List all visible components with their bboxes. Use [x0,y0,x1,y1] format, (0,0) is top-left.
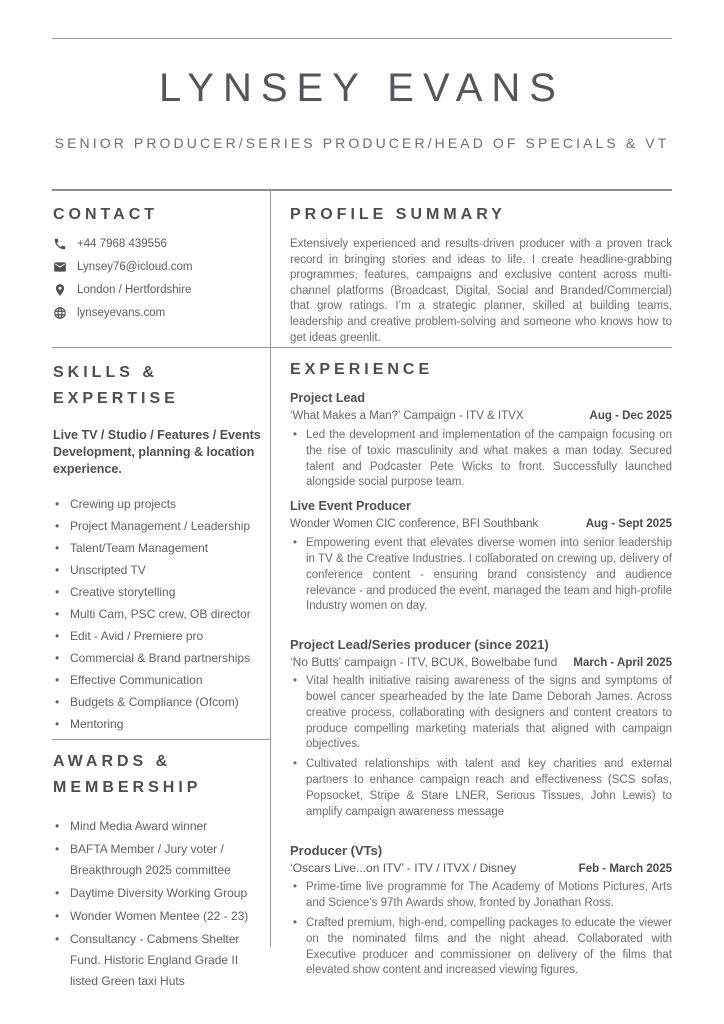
job-bullets [290,880,672,979]
phone-number: +44 7968 439556 [77,238,167,250]
email-address: Lynsey76@icloud.com [77,261,193,273]
list-item: • Crafted premium, high-end, compelling packages to educate the viewer on the nominated films and the night ahead. Collaborated with Executive producer and commissioner on delivery of the films that elevated show content and increased viewing figures. [290,916,672,979]
phone-icon [53,237,67,251]
list-item: • Prime-time live programme for The Academy of Motions Pictures, Arts and Science’s 97th Awards show, fronted by Jonathan Ross. [290,880,672,912]
list-item: • Talent/Team Management [53,537,263,559]
contact-website-row [53,306,263,320]
contact-heading: CONTACT [53,206,159,223]
profile-summary-section [290,202,672,346]
list-item: • Project Management / Leadership [53,515,263,537]
job-org: Wonder Women CIC conference, BFI Southbank [290,518,539,531]
job-dates: Aug - Sept 2025 [585,518,672,531]
profile-text: Extensively experienced and results-driven producer with a proven track record in bringing stories and ideas to life. I create headline-grabbing programmes, features, campaigns and exclusive content across multi-channel platforms (Broadcast, Digital, Social and Branded/Commercial) that grow ratings. I’m a strategic planner, skilled at building teams, leadership and creative problem-solving and someone who knows how to get ideas greenlit. [290,238,672,344]
awards-section [53,749,265,994]
job-org: ‘What Makes a Man?’ Campaign - ITV & ITVX [290,410,524,422]
job-bullets [290,674,672,820]
awards-heading: AWARDS & MEMBERSHIP [53,753,202,796]
contact-list [53,237,263,320]
job-bullets [290,428,672,491]
job-dates: Aug - Dec 2025 [589,410,672,422]
job-role: Project Lead [290,391,366,405]
list-item: • Multi Cam, PSC crew, OB director [53,603,263,625]
job-role: Project Lead/Series producer (since 2021) [290,637,549,653]
list-item: • Empowering event that elevates diverse women into senior leadership in TV & the Creative Industries. I collaborated on crewing up, delivery of conference content - ensuring brand consistency and audience relevance - and produced the event, managed the team and high-profile Industry women on day. [290,536,672,615]
job-org-line [290,654,672,670]
page-title: LYNSEY EVANS [159,66,565,110]
contact-email-row [53,260,263,274]
experience-entry [290,390,672,491]
profile-heading: PROFILE SUMMARY [290,206,506,223]
globe-icon [53,306,67,320]
list-item: • Vital health initiative raising awareness of the signs and symptoms of bowel cancer spearheaded by the late Dame Deborah James. Across creative process, collaborating with designers and content creators to produce compelling marketing materials that aligned with campaign objectives. [290,674,672,753]
job-role: Producer (VTs) [290,843,383,859]
list-item: • Mentoring [53,713,263,735]
list-item: • Commercial & Brand partnerships [53,647,263,669]
awards-list [53,816,265,992]
job-org: ‘No Butts’ campaign - ITV, BCUK, Bowelbabe fund [290,655,558,670]
list-item: • Crewing up projects [53,493,263,515]
skills-intro: Live TV / Studio / Features / Events Development, planning & location experience. [53,428,261,476]
list-item: • BAFTA Member / Jury voter / Breakthrough 2025 committee [53,839,265,881]
list-item: • Consultancy - Cabmens Shelter Fund. Historic England Grade II listed Green taxi Huts [53,929,265,992]
contact-location-row [53,283,263,297]
contact-phone-row [53,237,263,251]
job-dates: Feb - March 2025 [578,863,672,876]
job-dates: March - April 2025 [573,657,672,670]
job-org-line [290,516,672,532]
list-item: • Wonder Women Mentee (22 - 23) [53,906,265,927]
list-item: • Daytime Diversity Working Group [53,883,265,904]
experience-heading: EXPERIENCE [290,361,434,378]
experience-entry [290,636,672,820]
section-divider [52,347,672,348]
experience-entry [290,498,672,615]
list-item: • Unscripted TV [53,559,263,581]
skills-heading: SKILLS & EXPERTISE [53,364,179,407]
location-icon [53,283,67,297]
location-text: London / Hertfordshire [77,284,192,296]
list-item: • Cultivated relationships with talent and key charities and external partners to enhance campaign reach and effectiveness (SCS sofas, Popsocket, Stripe & Stare LNER, Serious Tissues, John Lewis) to amplify campaign awareness message [290,757,672,820]
experience-entry [290,842,672,979]
list-item: • Budgets & Compliance (Ofcom) [53,691,263,713]
top-divider [52,38,672,39]
list-item: • Edit - Avid / Premiere pro [53,625,263,647]
job-org-line [290,860,672,876]
list-item: • Creative storytelling [53,581,263,603]
skills-list [53,493,263,735]
email-icon [53,260,67,274]
list-item: • Mind Media Award winner [53,816,265,837]
list-item: • Effective Communication [53,669,263,691]
contact-section [53,202,263,329]
job-org-line [290,408,672,424]
job-title-subtitle: SENIOR PRODUCER/SERIES PRODUCER/HEAD OF SPECIALS & VT [54,135,670,151]
skills-section [53,360,263,735]
column-divider [270,191,271,947]
job-org: ‘Oscars Live...on ITV’ - ITV / ITVX / Disney [290,861,517,876]
job-role: Live Event Producer [290,499,411,514]
awards-divider [52,739,270,740]
website-text: lynseyevans.com [77,307,166,319]
experience-section [290,357,672,983]
header-divider [52,189,672,191]
job-bullets [290,536,672,615]
list-item: • Led the development and implementation of the campaign focusing on the rise of toxic masculinity and what makes a man today. Secured talent and Podcaster Pete Wicks to front. Successfully launched alongside social purpose team. [290,428,672,491]
